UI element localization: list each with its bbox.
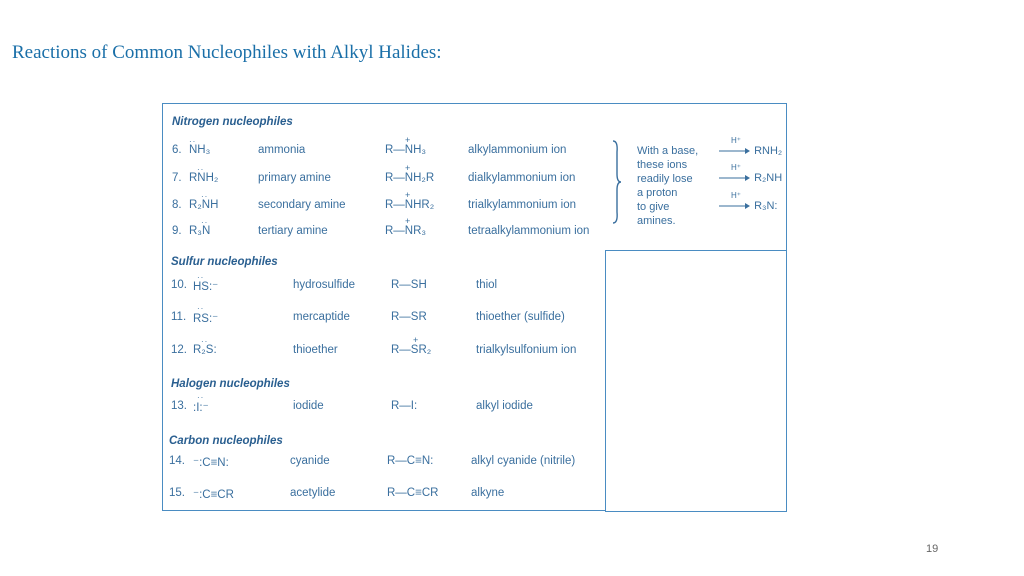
deprotonation-arrow: H⁺ R₃N:	[719, 200, 778, 212]
product-formula: R—SH	[391, 279, 427, 291]
product-name: tetraalkylammonium ion	[468, 225, 590, 237]
sulfur-heading: Sulfur nucleophiles	[171, 256, 278, 268]
product-name: alkyl iodide	[476, 400, 533, 412]
nucleophiles-table-figure: Nitrogen nucleophiles ·· 6. NH₃ ammonia + R—NH₃ alkylammonium ion ·· 7. RNH₂ primary amine + R—NH₂R dialkylammonium ion ·· 8. R₂NH secondary amine + R—NHR₂ trialkylammonium ion ·· 9. R₃N tertiary amine + R—NR₃ tetraalkylammonium ion With a base, these ions readily lose a proton to give amines. H⁺ RNH₂ H⁺ R₂NH H⁺ R₃N: Sulfur nucleophiles ·· 10. HS:⁻ hydrosulfide R—SH thiol ·· 11. RS:⁻ mercaptide R—SR thioether (sulfide) ·· + 12. R₂S: thioether R—SR₂ trialkylsulfonium ion Halogen nucleophiles ·· 13. :I:⁻ iodide R—I: alkyl iodide Carbon nucleophiles 14. ⁻:C≡N: cyanide R—C≡N: alkyl cyanide (nitrile) 15. ⁻:C≡CR acetylide R—C≡CR alkyne	[162, 103, 787, 511]
product-formula: R—NH₃	[385, 144, 427, 156]
blank-panel	[605, 250, 787, 512]
product-formula: R—NR₃	[385, 225, 427, 237]
row-number: 6.	[172, 144, 182, 156]
nucleophile-formula: ⁻:C≡N:	[193, 457, 229, 469]
nucleophile-name: acetylide	[290, 487, 336, 499]
row-number: 15.	[169, 487, 185, 499]
product-name: trialkylsulfonium ion	[476, 344, 577, 356]
nucleophile-formula: HS:⁻	[193, 281, 219, 293]
product-formula: R—SR₂	[391, 344, 432, 356]
row-number: 8.	[172, 199, 182, 211]
nucleophile-name: tertiary amine	[258, 225, 328, 237]
deprotonation-note: With a base, these ions readily lose a proton to give amines.	[637, 145, 699, 227]
nucleophile-formula: NH₃	[189, 144, 211, 156]
right-arrow-icon	[719, 174, 751, 182]
carbon-heading: Carbon nucleophiles	[169, 435, 283, 447]
slide-title: Reactions of Common Nucleophiles with Alkyl Halides:	[12, 42, 442, 63]
nucleophile-name: thioether	[293, 344, 338, 356]
row-number: 7.	[172, 172, 182, 184]
deprotonation-arrow: H⁺ RNH₂	[719, 145, 782, 157]
nucleophile-name: cyanide	[290, 455, 330, 467]
nucleophile-name: mercaptide	[293, 311, 350, 323]
product-formula: R—C≡N:	[387, 455, 434, 467]
product-formula: R—C≡CR	[387, 487, 439, 499]
amine-product: RNH₂	[754, 145, 783, 157]
product-name: thiol	[476, 279, 498, 291]
product-formula: R—NHR₂	[385, 199, 435, 211]
nucleophile-name: secondary amine	[258, 199, 346, 211]
row-number: 10.	[171, 279, 187, 291]
product-formula: R—I:	[391, 400, 418, 412]
right-arrow-icon	[719, 202, 751, 210]
row-number: 14.	[169, 455, 185, 467]
product-name: alkyl cyanide (nitrile)	[471, 455, 576, 467]
nucleophile-formula: R₃N	[189, 225, 211, 237]
nucleophile-name: hydrosulfide	[293, 279, 356, 291]
nitrogen-heading: Nitrogen nucleophiles	[172, 116, 293, 128]
nucleophile-formula: ⁻:C≡CR	[193, 489, 234, 501]
product-formula: R—NH₂R	[385, 172, 435, 184]
nucleophile-formula: R₂NH	[189, 199, 219, 211]
nucleophile-formula: :I:⁻	[193, 402, 209, 414]
product-name: trialkylammonium ion	[468, 199, 577, 211]
nucleophile-name: primary amine	[258, 172, 331, 184]
halogen-heading: Halogen nucleophiles	[171, 378, 290, 390]
row-number: 11.	[171, 311, 187, 323]
product-formula: R—SR	[391, 311, 427, 323]
row-number: 13.	[171, 400, 187, 412]
nucleophile-name: iodide	[293, 400, 324, 412]
row-number: 12.	[171, 344, 187, 356]
curly-brace-icon	[611, 140, 621, 224]
right-arrow-icon	[719, 147, 751, 155]
product-name: alkyne	[471, 487, 505, 499]
product-name: dialkylammonium ion	[468, 172, 576, 184]
product-name: alkylammonium ion	[468, 144, 567, 156]
deprotonation-arrow: H⁺ R₂NH	[719, 172, 782, 184]
nucleophile-formula: RS:⁻	[193, 313, 219, 325]
amine-product: R₃N:	[754, 200, 778, 212]
row-number: 9.	[172, 225, 182, 237]
product-name: thioether (sulfide)	[476, 311, 565, 323]
amine-product: R₂NH	[754, 172, 783, 184]
nucleophile-name: ammonia	[258, 144, 306, 156]
page-number: 19	[926, 543, 939, 555]
nucleophile-formula: R₂S:	[193, 344, 217, 356]
nucleophile-formula: RNH₂	[189, 172, 219, 184]
